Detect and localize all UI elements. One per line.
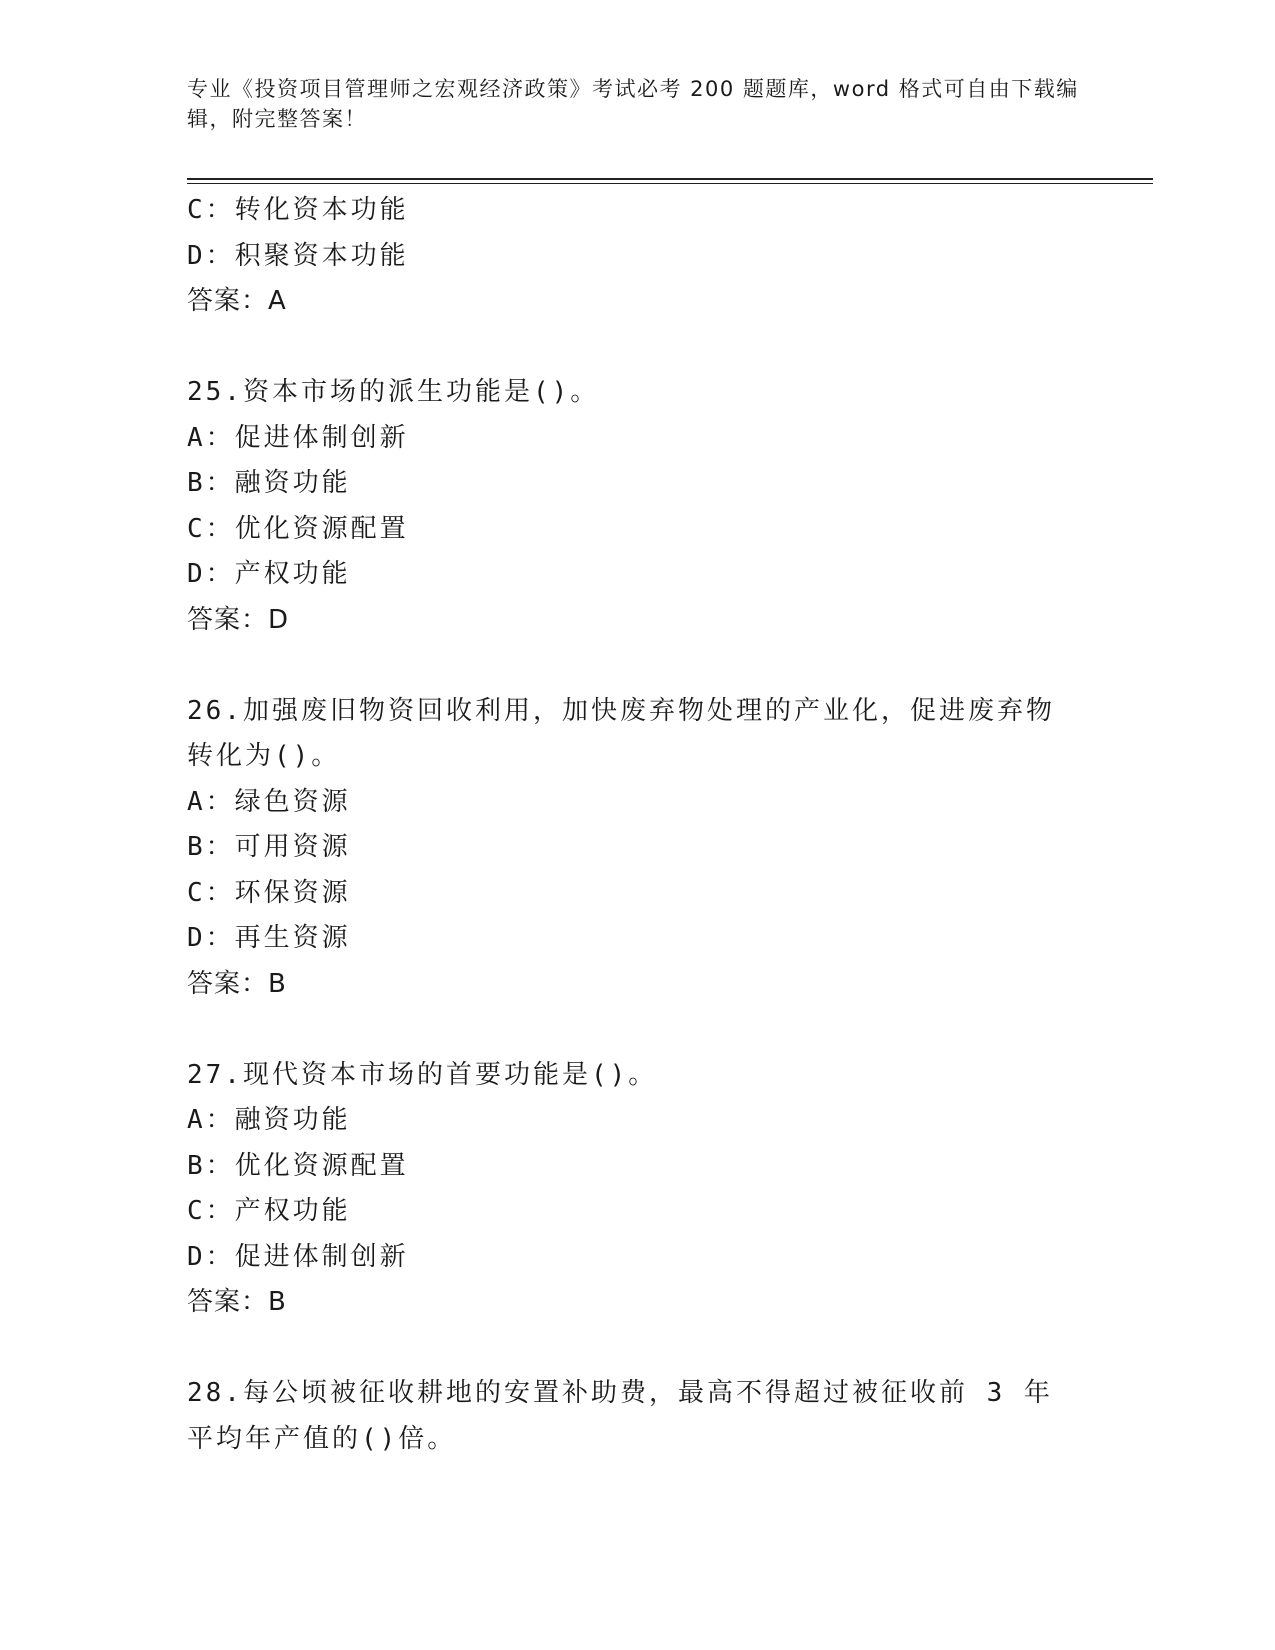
option-a: A：绿色资源 [187, 786, 351, 817]
question-stem: 26.加强废旧物资回收利用，加快废弃物处理的产业化，促进废弃物转化为()。 [187, 695, 1055, 771]
answer: 答案：D [187, 604, 290, 635]
header-rule-thin [187, 183, 1153, 184]
question-list [187, 188, 1087, 1462]
option-d: D：再生资源 [187, 923, 351, 953]
question-stem: 27.现代资本市场的首要功能是()。 [187, 1059, 658, 1090]
option-d: D：促进体制创新 [187, 1241, 409, 1272]
document-header: 专业《投资项目管理师之宏观经济政策》考试必考 200 题题库，word 格式可自由下载编辑，附完整答案！ [187, 77, 1079, 131]
option-c: C：优化资源配置 [187, 513, 409, 544]
option-c: C：转化资本功能 [187, 195, 409, 225]
option-c: C：产权功能 [187, 1196, 351, 1226]
option-b: B：融资功能 [187, 468, 351, 498]
answer: 答案：A [187, 286, 287, 316]
question-25 [187, 370, 1087, 643]
option-a: A：促进体制创新 [187, 422, 409, 453]
header-rule-thick [187, 178, 1153, 180]
question-26 [187, 689, 1087, 1008]
option-b: B：优化资源配置 [187, 1150, 409, 1181]
option-d: D：积聚资本功能 [187, 240, 409, 271]
option-d: D：产权功能 [187, 559, 351, 589]
question-27 [187, 1053, 1087, 1326]
option-c: C：环保资源 [187, 877, 351, 908]
answer: 答案：B [187, 968, 287, 999]
answer: 答案：B [187, 1287, 287, 1317]
option-b: B：可用资源 [187, 832, 351, 862]
option-a: A：融资功能 [187, 1105, 351, 1135]
question-stem: 25.资本市场的派生功能是()。 [187, 377, 600, 407]
question-24-tail [187, 188, 1087, 325]
question-28 [187, 1371, 1087, 1462]
question-stem: 28.每公顷被征收耕地的安置补助费，最高不得超过被征收前 3 年平均年产值的()倍。 [187, 1378, 1053, 1454]
